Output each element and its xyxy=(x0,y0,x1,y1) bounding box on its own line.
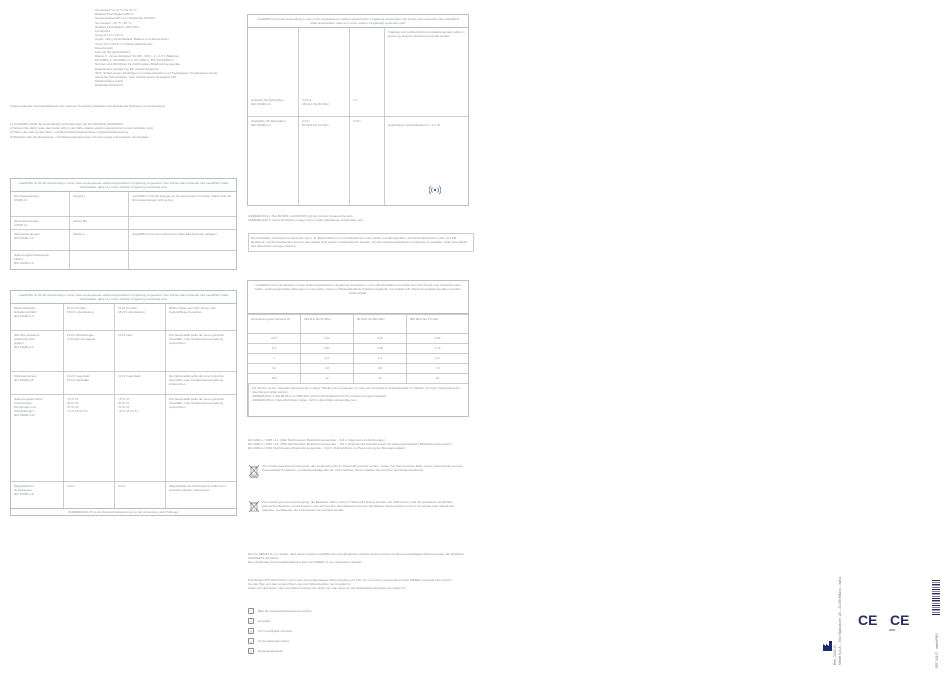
table-cell: 3,8 xyxy=(300,364,353,373)
table-cell: ±6 kV Kontakt ±8 kV Luftentladung xyxy=(63,304,114,330)
table-cell xyxy=(128,251,236,269)
table-cell: ±2 kV Netzleitungen ±1 kV Ein-/Ausgänge xyxy=(63,331,114,371)
trademarks-text: Das Bluetooth® Wortzeichen und Logos sind eingetragene Warenzeichen von SIG, Inc. und deren Verwendung durch MEDEL unterliegt einer Lizenz. Google Play und das Google Play Logo sind Warenzeichen der Google Inc. Apple und das Apple Logo sind Warenzeichen der Apple Inc. App Store ist eine Dienstleistungsmarke der Apple Inc. xyxy=(248,578,453,591)
table-cell: <5 % UT 40 % UT 70 % UT <5 % UT für 5 s xyxy=(63,395,114,481)
product-code: REF 95137 · medelPRO xyxy=(935,633,939,668)
table-cell: Schnelle transiente elektrische Stör- größen IEC 61000-4-4 xyxy=(14,333,40,349)
table-cell xyxy=(384,117,468,205)
table-cell xyxy=(128,217,236,229)
table-cell: Die Netzqualität sollte der einer typischen Geschäfts- oder Krankenhausumgebung entsprechen. xyxy=(165,395,236,481)
table-cell: 7,3 xyxy=(406,364,468,373)
symbol-row xyxy=(248,628,292,634)
table-cell: Böden sollten aus Holz, Beton oder Keramikfliesen bestehen. xyxy=(165,304,236,330)
weee-block-1 xyxy=(248,464,260,483)
table-cell: 1,2 xyxy=(353,354,406,363)
table-row xyxy=(248,116,468,205)
table-cell: 12 xyxy=(353,374,406,383)
table-cell: 1,2 xyxy=(300,354,353,363)
table-cell: Klasse [B] xyxy=(69,217,128,229)
table-cell: 3 Vrms 150 kHz bis 80 MHz xyxy=(298,28,349,116)
table-cell: HF-Aussendungen CISPR 11 xyxy=(14,219,40,227)
table-cell: ±6 kV Kontakt ±8 kV Luftentladung xyxy=(114,304,165,330)
declaration-text: Die Fa. MEDEL S.p.A. erklärt, dass dieses Gerät medelPRO den grundlegenden Anforderungen und den anderen einschlägigen Bestimmungen der Richtlinie 93/42/EWG entspricht. Die vollständige Konformitätserklärung kann bei MEDEL S.p.A. angefordert werden. xyxy=(248,552,464,565)
symbol-row xyxy=(248,618,271,624)
table-cell: 1 xyxy=(273,356,275,360)
table-row xyxy=(11,192,236,216)
factory-icon: ▪ xyxy=(248,648,254,654)
notified-body-number: 0051 xyxy=(889,628,896,632)
column-header: 150 kHz bis 80 MHz xyxy=(300,315,353,333)
symbol-label: Vor Feuchtigkeit schützen xyxy=(258,629,293,633)
disposal-text-2: Zur Umwelt gerechten Entsorgung: die Batterien dürfen nicht im Hausmüll entsorgt werden. Als Verbraucher sind Sie gesetzlich verpflichtet, gebrauchte Batterien zurückzugeben. Sie können Ihre alten Batterien bei den öffentlichen Sammelstellen in Ihrer Gemeinde oder überall dort abgeben, wo Batterien der betreffenden Art verkauft werden. xyxy=(262,500,455,513)
symbol-label: Hersteller xyxy=(258,619,271,623)
standards-list: EN 1060-1 / 1995 / A1: 2002 Nichtinvasive Blutdruckmessgeräte – Teil 1: Allgemeine Anforderungen EN 1060-3 / 1997 / A2: 2009 Nichtinvasive Blutdruckmessgeräte – Teil 3: Ergänzende Anforderungen für elektromechanische Blutdruckmesssysteme EN 1060-4 / 2004 Nichtinvasive Blutdruckmessgeräte – Teil 4: Prüfverfahren zur Bestimmung der Messgenauigkeit xyxy=(248,438,452,451)
table-cell: 0,12 xyxy=(300,334,353,343)
table-cell: 3 V xyxy=(349,28,384,116)
table-cell: Gruppe 1 xyxy=(69,192,128,216)
radio-wave-icon xyxy=(429,183,441,195)
table-cell: Die Netzqualität sollte der einer typischen Geschäfts- oder Krankenhausumgebung entsprechen. xyxy=(165,331,236,371)
notes-a: ANMERKUNG 1: Bei 80 MHz und 800 MHz gilt der höhere Frequenzbereich. ANMERKUNG 2: Diese Richtlinien mögen nicht in allen Situationen anwendbar sein. xyxy=(248,214,364,223)
table-row xyxy=(248,343,468,353)
table-cell: Gestrahlte HF-Störgrößen IEC 61000-4-3 xyxy=(251,119,286,127)
symbol-label: Bitte die Gebrauchsanweisung beachten. xyxy=(258,609,313,613)
table-cell: 3 V/m 80 MHz bis 2,5 GHz xyxy=(298,117,349,205)
table-cell: HF-Aussendungen CISPR 11 xyxy=(14,194,40,202)
rf-immunity-table-header: medelPRO ist für die Verwendung in einer unten angegebenen elektromagnetischen Umgebung vorgesehen. Der Kunde oder Anwender des medelPRO sollte sicherstellen, dass es in einer solchen Umgebung verwendet wird. xyxy=(248,15,468,28)
table-cell: Spannungsschwankungen Flicker IEC 61000-3-3 xyxy=(14,253,50,265)
table-row xyxy=(11,394,236,481)
table-cell: medelPRO ist für den Gebrauch in allen Einrichtungen geeignet. xyxy=(128,230,236,250)
weee-block-2 xyxy=(248,500,260,519)
paragraph-b: Die Feldstärke stationärer Funksender, wie z. B. Basisstationen von Funktelefonen und mobilen Landfunkgeräten, Amateurfunkstationen, AM- und FM-Rundfunk- und Fernsehsender können theoretisch nicht genau vorherbestimmt werden. Um die elektromagnetische Umgebung zu ermitteln, sollte eine Studie des Standortes erwogen werden. xyxy=(248,233,474,252)
intro-text: Folgen optionale Kontraindikationen der sicheren Produktes (beachten Sie Einleitende Hinweise zur Anwendung) xyxy=(10,104,165,108)
symbol-row xyxy=(248,608,313,614)
table-cell: ±2 kV Netz xyxy=(114,331,165,371)
table-row xyxy=(248,353,468,363)
table-cell: ±1 kV Gegentakt xyxy=(114,372,165,394)
disposal-text-1: Zur Umwelt gerechten Entsorgung: das Gerät darf nicht im Hausmüll entsorgt werden. Geben Sie das Gerät am Ende seiner Lebensdauer an einer Sammelstelle für Elektro- und Elektronikaltgeräte ab. Informationen hierzu erhalten Sie bei Ihrer Gemeindeverwaltung. xyxy=(262,464,464,473)
ce-mark: CE xyxy=(858,612,878,628)
immunity-table xyxy=(10,290,237,516)
table-cell: ±1 kV Gegentakt ±2 kV Gleichtakt xyxy=(63,372,114,394)
table-cell: 100 xyxy=(271,376,277,380)
table-cell: medelPRO nutzt HF-Energie nur für seine interne Funktion. Daher sind die HF-Aussendungen sehr gering. xyxy=(128,192,236,216)
table-cell: Tragbare und mobile HF-Kommunikationsgeräte sollten in keinem geringeren Abstand verwendet werden. xyxy=(384,28,468,116)
table-cell-text: Empfohlener Schutzabstand d = 1,2 √P xyxy=(388,123,441,127)
column-header: 80 MHz bis 800 MHz xyxy=(353,315,406,333)
table-row xyxy=(248,333,468,343)
table-cell: <5 % UT 40 % UT 70 % UT <5 % UT für 5 s xyxy=(114,395,165,481)
table-cell: 12 xyxy=(300,374,353,383)
crossed-bin-icon xyxy=(248,464,260,478)
symbol-row xyxy=(248,638,289,644)
table-cell xyxy=(69,251,128,269)
table-row xyxy=(248,373,468,383)
distance-table-notes: Für Sender, deren maximale Nennleistung in obiger Tabelle nicht angegeben ist, kann der empfohlene Schutzabstand d in Metern (m) unter Verwendung der Gleichung ermittelt werden. ANMERKUNG 1: Bei 80 MHz und 800 MHz gilt der Schutzabstand für den höheren Frequenzbereich. ANMERKUNG 2: Diese Richtlinien mögen nicht in allen Fällen anwendbar sein. xyxy=(248,383,468,416)
table-row xyxy=(11,481,236,508)
table-cell: Klasse A xyxy=(69,230,128,250)
table-cell: Oberschwingungen IEC 61000-3-2 xyxy=(14,232,40,240)
table-cell: 3 A/m xyxy=(114,482,165,508)
table-cell: 2,3 xyxy=(406,354,468,363)
table-cell: Magnetfelder bei Netzfrequenz sollten den typischen Werten entsprechen. xyxy=(165,482,236,508)
rf-immunity-table xyxy=(247,14,469,206)
table-row xyxy=(248,363,468,373)
immunity-table-footer: ANMERKUNG UT ist die Netzwechselspannung vor der Anwendung der Prüfpegel. xyxy=(11,508,236,515)
table-cell: Spannungseinbrüche, Kurzzeitunter- brechungen und Schwankungen IEC 61000-4-11 xyxy=(14,397,44,417)
table-cell: 10 xyxy=(272,366,276,370)
classification-list: Klasse II · Anwendungsteil Typ BF · IP21 · 2 x 1,5 V Batterien EN 60601-1, EN 60601-1-2, EN 1060-3, EN ISO 81060-2 Normen und Richtlinien für nichtinvasive Blutdruckmessgeräte Eigensichere Geräte Typ BF (Anwendungsteil) IP21: Schutz gegen Eindringen von Gegenständen und Tropfwasser (Tropfwasserschutz) Gerät der Schutzklasse, Kein Gerätestecker (Kategorie AP) Medizinisches Gerät Deklarationskonform xyxy=(95,54,218,88)
table-cell: 3 A/m xyxy=(63,482,114,508)
column-header: Nennleistung des Senders W xyxy=(251,317,290,321)
symbol-label: Herstellungsdatum xyxy=(258,649,284,653)
table-cell: 0,1 xyxy=(271,346,277,350)
table-cell: 3,8 xyxy=(353,364,406,373)
table-cell: 0,12 xyxy=(353,334,406,343)
symbol-row xyxy=(248,648,283,654)
table-row xyxy=(248,28,468,116)
table-row xyxy=(11,250,236,269)
table-row xyxy=(11,330,236,371)
table-cell: Magnetfeld bei Netzfrequenz IEC 61000-4-8 xyxy=(14,484,34,496)
table-cell: 0,01 xyxy=(271,336,277,340)
table-cell: Die Netzqualität sollte der einer typischen Geschäfts- oder Krankenhausumgebung entsprechen. xyxy=(165,372,236,394)
manufacturer-icon: ▪ xyxy=(248,618,254,624)
emission-table xyxy=(10,178,237,270)
table-cell: 0,73 xyxy=(406,344,468,353)
notes-list: 1) medelPRO erfüllt die wesentlichen Anforderungen der EU-Richtlinie 93/42/EWG. 2) Sorgen Sie dafür, dass das Gerät nicht in der Nähe starker elektromagnetischer Felder betrieben wird. 3) Halten Sie sich an alle Warn- und Sicherheitshinweise dieser Gebrauchsanweisung. 4) Beachten Sie die Reinigungs- und Wartungsanweisungen für eine lange Lebensdauer des Gerätes. xyxy=(10,122,154,139)
table-row xyxy=(11,371,236,394)
distance-table xyxy=(247,280,469,417)
warning-icon: ! xyxy=(248,608,254,614)
crossed-bin-icon xyxy=(248,500,260,514)
manufacturer-address: Medel S.p.A. – Via Villapizzone, 26 – 20156 Milano – Italia xyxy=(838,577,842,665)
barcode-icon xyxy=(932,580,940,616)
distance-table-header: medelPRO ist für den Einsatz in einer elektromagnetischen Umgebung vorgesehen, in der HF-Störgrößen kontrolliert sind. Der Kunde oder Anwender kann helfen, elektromagnetische Störungen zu vermeiden, indem er Mindestabstände zwischen tragbaren und mobilen HF-Telekommunikationsgeräten und dem Gerät einhält. xyxy=(248,281,468,314)
table-cell: Elektrostatische Entladung (ESD) IEC 61000-4-2 xyxy=(14,306,37,318)
table-cell: Geleitete HF-Störgrößen IEC 61000-4-6 xyxy=(251,98,284,106)
table-header-row xyxy=(248,314,468,333)
ce-mark-notified: CE xyxy=(890,612,910,628)
table-cell: 3 V/m xyxy=(349,117,384,205)
symbol-label: Temperaturbegrenzung xyxy=(258,639,290,643)
table-cell: 23 xyxy=(406,374,468,383)
umbrella-icon: ▪ xyxy=(248,628,254,634)
table-row xyxy=(11,304,236,330)
specs-list: Temperatur von 5 °C bis 40 °C Relative Feuchtigkeit ≤80 % Temperaturbereich: von 40 kPa bis 106 kPa Temperatur: -25 °C +55 °C Relative Feuchtigkeit: 10%-93% 10~90 kPa Circa 22 cm × 16 cm Ungef. 295 g (einschließlich Batterie und Manschette) Circa 74.4 x 59.8 mm (Werte Manschette) Dauerbetrieb Frei von Hg (Quecksilber) xyxy=(95,8,169,55)
table-cell: 0,23 xyxy=(406,334,468,343)
immunity-table-header: medelPRO ist für die Verwendung in einer unten angegebenen elektromagnetischen Umgebung vorgesehen. Der Kunde oder Anwender des medelPRO sollte sicherstellen, dass es in einer solchen Umgebung verwendet wird. xyxy=(11,291,236,304)
table-row xyxy=(11,229,236,250)
revision-code: Rev. 02/2017 xyxy=(833,645,837,665)
table-row xyxy=(11,216,236,229)
table-cell: 0,37 xyxy=(300,344,353,353)
thermometer-icon: ▪ xyxy=(248,638,254,644)
table-cell: Stoßspannungen IEC 61000-4-5 xyxy=(14,374,37,382)
column-header: 800 MHz bis 2,5 GHz xyxy=(406,315,468,333)
emission-table-header: medelPRO ist für die Verwendung in einer unten angegebenen elektromagnetischen Umgebung vorgesehen. Der Kunde oder Anwender des medelPRO sollte sicherstellen, dass es in einer solchen Umgebung verwendet wird. xyxy=(11,179,236,192)
table-cell: 0,38 xyxy=(353,344,406,353)
